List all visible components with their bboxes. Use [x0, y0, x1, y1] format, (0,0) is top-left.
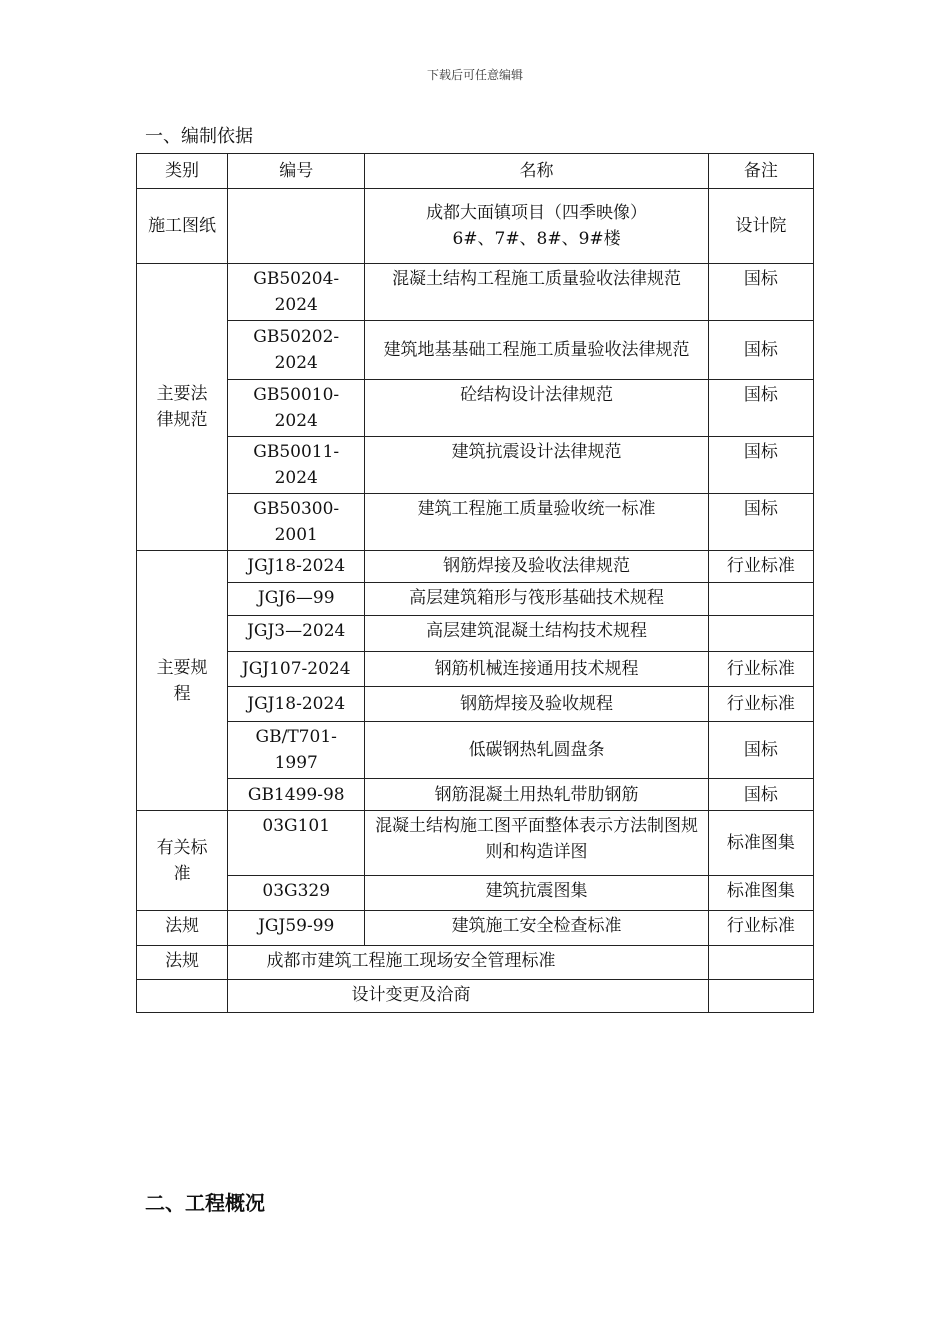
section-title-overview: 二、工程概况	[145, 1191, 265, 1215]
table-row	[137, 583, 814, 616]
table-header-row	[137, 154, 814, 189]
note-cell: 国标	[708, 380, 813, 437]
table-row	[137, 189, 814, 264]
name-cell: 混凝土结构工程施工质量验收法律规范	[365, 264, 709, 321]
code-cell: JGJ59-99	[228, 911, 365, 946]
code-cell: 03G329	[228, 876, 365, 911]
name-cell: 设计变更及洽商	[228, 980, 709, 1013]
code-cell	[228, 189, 365, 264]
table-row	[137, 876, 814, 911]
table-row	[137, 551, 814, 583]
name-cell: 钢筋焊接及验收规程	[365, 687, 709, 722]
code-cell: GB/T701-1997	[228, 722, 365, 779]
section-title-basis: 一、编制依据	[145, 126, 253, 147]
code-cell: GB50010-2024	[228, 380, 365, 437]
name-cell: 建筑地基基础工程施工质量验收法律规范	[365, 321, 709, 380]
note-cell: 国标	[708, 779, 813, 811]
category-cell: 有关标准	[137, 811, 228, 911]
note-cell: 国标	[708, 264, 813, 321]
note-cell: 设计院	[708, 189, 813, 264]
table-row	[137, 980, 814, 1013]
note-cell: 行业标准	[708, 911, 813, 946]
table-row	[137, 652, 814, 687]
code-cell: JGJ18-2024	[228, 687, 365, 722]
note-cell	[708, 980, 813, 1013]
table-row	[137, 380, 814, 437]
name-cell: 建筑施工安全检查标准	[365, 911, 709, 946]
table-row	[137, 616, 814, 652]
table-row	[137, 811, 814, 876]
category-cell: 施工图纸	[137, 189, 228, 264]
name-cell: 高层建筑箱形与筏形基础技术规程	[365, 583, 709, 616]
code-cell: 03G101	[228, 811, 365, 876]
category-cell	[137, 980, 228, 1013]
code-cell: JGJ6—99	[228, 583, 365, 616]
table-row	[137, 494, 814, 551]
name-cell: 成都大面镇项目（四季映像）6#、7#、8#、9#楼	[365, 189, 709, 264]
page-header: 下载后可任意编辑	[426, 68, 523, 82]
name-cell: 建筑抗震设计法律规范	[365, 437, 709, 494]
category-cell: 主要法律规范	[137, 264, 228, 551]
note-cell: 标准图集	[708, 876, 813, 911]
code-cell: GB1499-98	[228, 779, 365, 811]
code-cell: JGJ107-2024	[228, 652, 365, 687]
name-cell: 建筑抗震图集	[365, 876, 709, 911]
column-header: 名称	[365, 154, 709, 189]
code-cell: GB50300-2001	[228, 494, 365, 551]
name-cell: 建筑工程施工质量验收统一标准	[365, 494, 709, 551]
note-cell	[708, 616, 813, 652]
note-cell: 国标	[708, 494, 813, 551]
note-cell: 国标	[708, 722, 813, 779]
table-row	[137, 946, 814, 980]
table-row	[137, 722, 814, 779]
name-cell: 高层建筑混凝土结构技术规程	[365, 616, 709, 652]
category-cell: 法规	[137, 946, 228, 980]
code-cell: GB50204-2024	[228, 264, 365, 321]
table-row	[137, 437, 814, 494]
name-cell: 钢筋机械连接通用技术规程	[365, 652, 709, 687]
name-cell: 砼结构设计法律规范	[365, 380, 709, 437]
code-cell: JGJ3—2024	[228, 616, 365, 652]
table-row	[137, 687, 814, 722]
note-cell: 国标	[708, 321, 813, 380]
column-header: 编号	[228, 154, 365, 189]
category-cell: 法规	[137, 911, 228, 946]
category-cell: 主要规程	[137, 551, 228, 811]
note-cell: 行业标准	[708, 551, 813, 583]
name-cell: 钢筋混凝土用热轧带肋钢筋	[365, 779, 709, 811]
basis-table	[136, 153, 814, 1013]
name-cell: 低碳钢热轧圆盘条	[365, 722, 709, 779]
code-cell: JGJ18-2024	[228, 551, 365, 583]
note-cell: 行业标准	[708, 652, 813, 687]
name-cell: 钢筋焊接及验收法律规范	[365, 551, 709, 583]
note-cell: 行业标准	[708, 687, 813, 722]
table-row	[137, 911, 814, 946]
table-row	[137, 264, 814, 321]
table-row	[137, 321, 814, 380]
note-cell	[708, 946, 813, 980]
note-cell	[708, 583, 813, 616]
note-cell: 国标	[708, 437, 813, 494]
code-cell: GB50202-2024	[228, 321, 365, 380]
code-cell: GB50011-2024	[228, 437, 365, 494]
name-cell: 成都市建筑工程施工现场安全管理标准	[228, 946, 709, 980]
table-row	[137, 779, 814, 811]
name-cell: 混凝土结构施工图平面整体表示方法制图规则和构造详图	[365, 811, 709, 876]
column-header: 备注	[708, 154, 813, 189]
column-header: 类别	[137, 154, 228, 189]
note-cell: 标准图集	[708, 811, 813, 876]
